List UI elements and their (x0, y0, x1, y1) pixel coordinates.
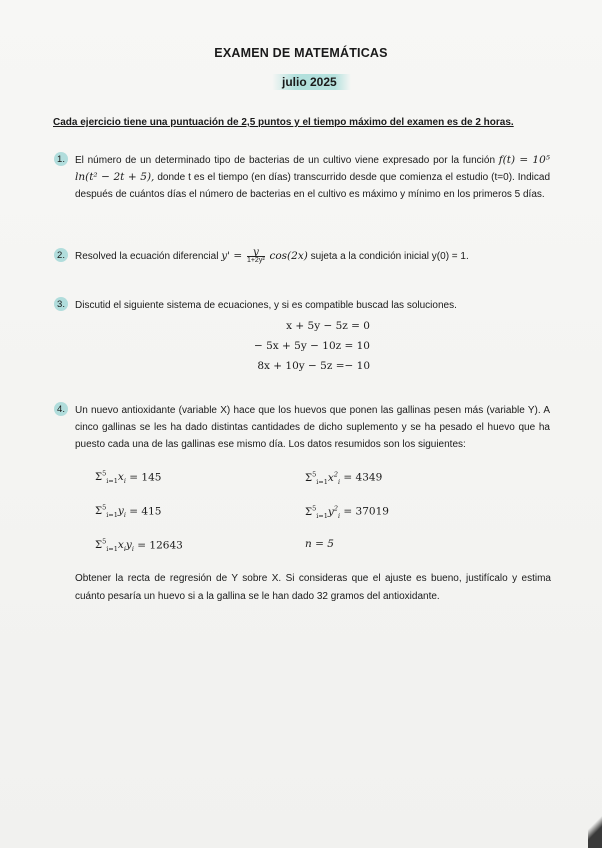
exam-title: EXAMEN DE MATEMÁTICAS (214, 46, 388, 60)
exercise-1-text-b: donde t es el tiempo (en días) transcurrido desde que comienza el estudio (t=0). Indicad después de cuántos días el número de bacterias en el cultivo es máximo y mínimo en los primeros 5 días. (75, 172, 551, 200)
exercise-2-fraction (247, 248, 265, 265)
sum-y: $\Sigma^5_{i=1}y_i = 415$ (95, 504, 162, 520)
exercise-2-rhs: cos(2x) (269, 250, 308, 263)
sum-xy: $\Sigma^5_{i=1}x_iy_i = 12643$ (95, 538, 183, 554)
sum-y-squared-value: = 37019 (343, 505, 389, 518)
equation-system (200, 316, 370, 376)
sum-x: $\Sigma^5_{i=1}x_i = 145$ (95, 470, 162, 486)
sample-size: n = 5 (305, 538, 334, 550)
page-corner-shadow (588, 808, 602, 848)
exercise-1-formula: f(t) = 10⁵ ln(t² − 2t + 5), (75, 154, 551, 183)
exercise-2-lhs: y' = (221, 250, 243, 263)
exercise-text (75, 152, 550, 203)
sum-y-value: = 415 (129, 505, 162, 518)
sum-xy-value: = 12643 (137, 539, 183, 552)
sum-x-value: = 145 (129, 471, 162, 484)
sum-x-squared-value: = 4349 (343, 471, 383, 484)
equation-1: x + 5y − 5z = 0 (286, 320, 370, 332)
exercise-1-text-a: El número de un determinado tipo de bacterias de un cultivo viene expresado por la función (75, 155, 496, 166)
fraction-denominator: 1+2y² (246, 257, 265, 264)
exam-date: julio 2025 (272, 74, 351, 90)
exercise-4-question: Obtener la recta de regresión de Y sobre X. Si consideras que el ajuste es bueno, justifícalo y estima cuánto pesaría un huevo si a la gallina se le han dado 32 gramos del antioxidante. (75, 573, 551, 602)
sum-x-squared: $\Sigma^5_{i=1}x^2_i = 4349$ (305, 470, 383, 486)
exercise-2-text-b: sujeta a la condición inicial y(0) = 1. (310, 251, 469, 263)
exercise-number: 2. (54, 248, 68, 262)
equation-3: 8x + 10y − 5z =− 10 (257, 360, 370, 372)
exercise-number: 1. (54, 152, 68, 166)
exercise-text (75, 248, 550, 265)
exercise-text: Un nuevo antioxidante (variable X) hace que los huevos que ponen las gallinas pesen más (variable Y). A cinco gallinas se les ha dado distintas cantidades de dicho suplemento y se ha pesado el huevo que ha puesto cada una de las gallinas ese mismo día. Los datos resumidos son los siguientes: (75, 405, 550, 450)
sum-y-squared: $\Sigma^5_{i=1}y^2_i = 37019$ (305, 504, 389, 520)
fraction-numerator: y (247, 248, 265, 257)
exercise-text: Discutid el siguiente sistema de ecuaciones, y si es compatible buscad las soluciones. (75, 300, 457, 311)
exercise-2-text-a: Resolved la ecuación diferencial (75, 251, 219, 263)
exercise-number: 3. (54, 297, 68, 311)
exercise-number: 4. (54, 402, 68, 416)
exam-instructions: Cada ejercicio tiene una puntuación de 2,5 puntos y el tiempo máximo del examen es de 2 horas. (53, 117, 514, 128)
equation-2: − 5x + 5y − 10z = 10 (253, 340, 370, 352)
